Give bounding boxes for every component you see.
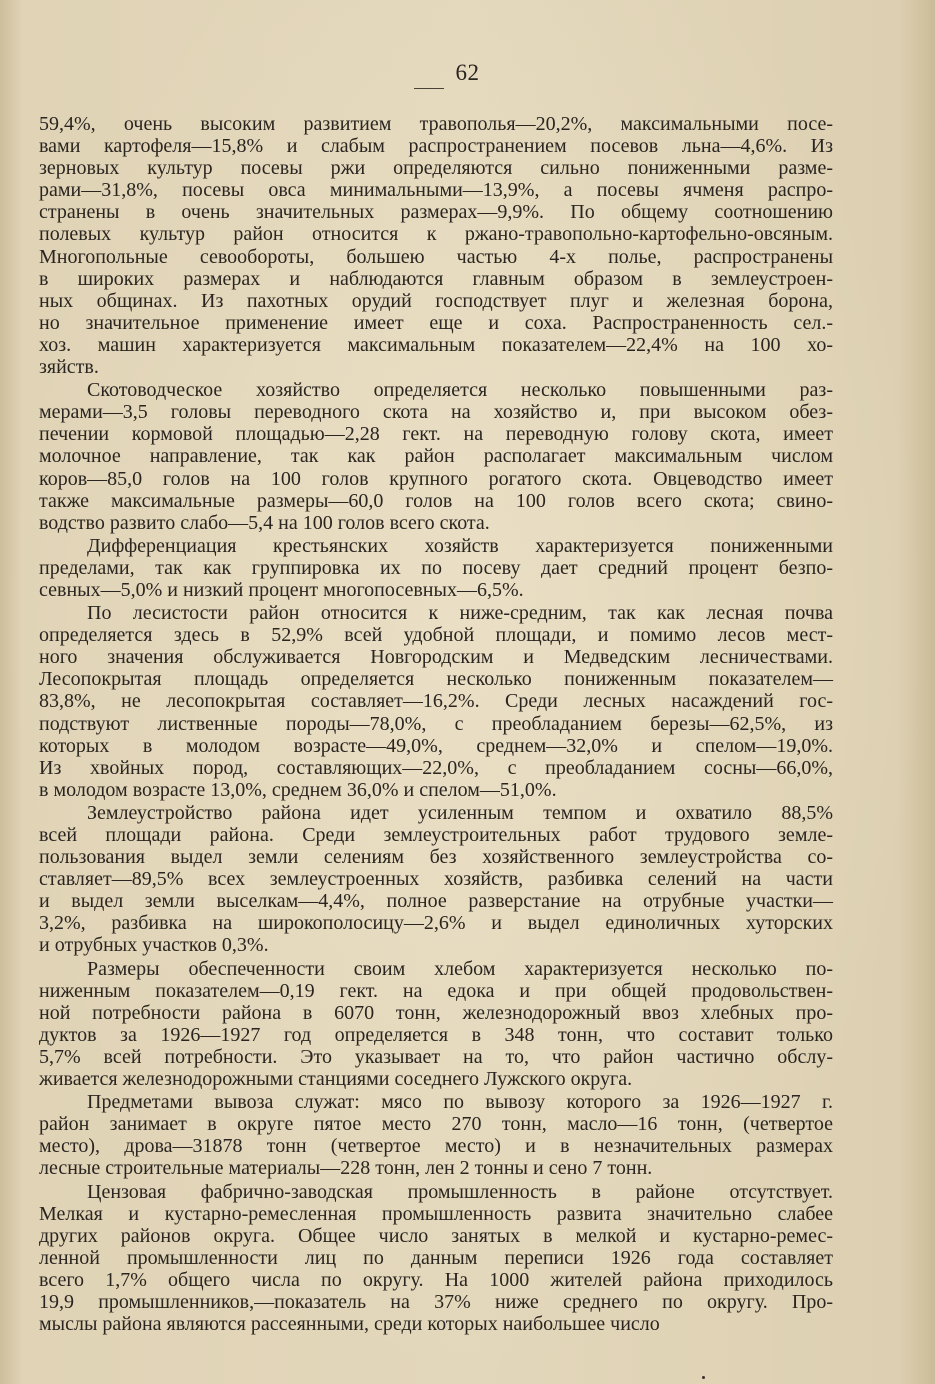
paragraph-crops	[39, 113, 833, 378]
text-line: 3,2%, разбивка на широкополосицу—2,6% и выдел единоличных хуторских	[39, 912, 833, 935]
text-line: севных—5,0% и низкий процент многопосевных—6,5%.	[39, 578, 524, 601]
text-line: и выдел земли выселкам—4,4%, полное разверстание на отрубные участки—	[39, 890, 833, 913]
paragraph-industry	[39, 1181, 833, 1336]
page-number-underline	[414, 88, 444, 89]
text-line: дуктов за 1926—1927 год определяется в 348 тонн, что составит только	[39, 1023, 833, 1046]
text-line: которых в молодом возрасте—49,0%, среднем—32,0% и спелом—19,0%.	[39, 734, 833, 757]
paragraph-land-management	[39, 802, 833, 957]
text-line: также максимальные размеры—60,0 голов на 100 голов всего скота; свино-	[39, 489, 833, 512]
text-line: живается железнодорожными станциями соседнего Лужского округа.	[39, 1068, 633, 1091]
text-line: Многопольные севообороты, большею частью 4-х полье, распространены	[39, 245, 833, 268]
text-line: ных общинах. Из пахотных орудий господствует плуг и железная борона,	[39, 289, 833, 312]
text-line: ной потребности района в 6070 тонн, железнодорожный ввоз хлебных про-	[39, 1001, 833, 1024]
text-line: Размеры обеспеченности своим хлебом характеризуется несколько по-	[87, 957, 833, 980]
text-line: печении кормовой площадью—2,28 гект. на переводную голову скота, имеет	[39, 423, 833, 446]
text-line: район занимает в округе пятое место 270 тонн, масло—16 тонн, (четвертое	[39, 1113, 833, 1136]
text-line: хоз. машин характеризуется максимальным показателем—22,4% на 100 хо-	[39, 333, 833, 356]
text-line: рами—31,8%, посевы овса минимальными—13,9%, а посевы ячменя распро-	[39, 179, 833, 202]
scan-speck	[702, 1376, 705, 1379]
text-line: По лесистости район относится к ниже-средним, так как лесная почва	[87, 602, 833, 625]
text-line: место), дрова—31878 тонн (четвертое место) и в незначительных размерах	[39, 1135, 833, 1158]
text-line: мерами—3,5 головы переводного скота на хозяйство и, при высоком обез-	[39, 401, 833, 424]
text-line: Мелкая и кустарно-ремесленная промышленность развита значительно слабее	[39, 1202, 833, 1225]
text-line: коров—85,0 голов на 100 голов крупного рогатого скота. Овцеводство имеет	[39, 467, 833, 490]
text-line: Дифференциация крестьянских хозяйств характеризуется пониженными	[87, 534, 833, 557]
text-line: Цензовая фабрично-заводская промышленность в районе отсутствует.	[87, 1180, 833, 1203]
text-line: странены в очень значительных размерах—9,9%. По общему соотношению	[39, 201, 833, 224]
paragraph-differentiation	[39, 535, 833, 601]
page-number: 62	[455, 60, 480, 85]
text-line: всей площади района. Среди землеустроительных работ трудового земле-	[39, 824, 833, 846]
text-line: Скотоводческое хозяйство определяется несколько повышенными раз-	[87, 379, 833, 402]
paragraph-livestock	[39, 379, 833, 534]
text-line: ставляет—89,5% всех землеустроенных хозяйств, разбивка селений на части	[39, 868, 833, 891]
text-line: водство развито слабо—5,4 на 100 голов всего скота.	[39, 511, 490, 534]
text-line: Из хвойных пород, составляющих—22,0%, с преобладанием сосны—66,0%,	[39, 756, 833, 779]
text-line: но значительное применение имеет еще и соха. Распространенность сел.-	[39, 311, 833, 334]
body-text	[39, 113, 833, 1335]
text-line: и отрубных участков 0,3%.	[39, 934, 269, 957]
text-line: в широких размерах и наблюдаются главным образом в землеустроен-	[39, 267, 833, 290]
text-line: лесные строительные материалы—228 тонн, лен 2 тонны и сено 7 тонн.	[39, 1157, 653, 1180]
text-line: мыслы района являются рассеянными, среди которых наибольшее число	[39, 1313, 660, 1336]
text-line: 59,4%, очень высоким развитием травополья—20,2%, максимальными посе-	[39, 113, 833, 135]
text-line: 19,9 промышленников,—показатель на 37% ниже среднего по округу. Про-	[39, 1290, 833, 1313]
text-line: подствуют лиственные породы—78,0%, с преобладанием березы—62,5%, из	[39, 712, 833, 735]
text-line: зерновых культур посевы ржи определяются сильно пониженными разме-	[39, 157, 833, 180]
text-line: определяется здесь в 52,9% всей удобной площади, и помимо лесов мест-	[39, 624, 833, 647]
text-line: всего 1,7% общего числа по округу. На 1000 жителей района приходилось	[39, 1268, 833, 1291]
text-line: ленной промышленности лиц по данным переписи 1926 года составляет	[39, 1246, 833, 1269]
text-line: Предметами вывоза служат: мясо по вывозу которого за 1926—1927 г.	[87, 1091, 833, 1114]
text-line: пределами, так как группировка их по посеву дает средний процент безпо-	[39, 556, 833, 579]
text-line: Землеустройство района идет усиленным темпом и охватило 88,5%	[87, 801, 833, 824]
paragraph-forestry	[39, 602, 833, 801]
text-line: в молодом возрасте 13,0%, среднем 36,0% и спелом—51,0%.	[39, 778, 557, 801]
text-line: других районов округа. Общее число занятых в мелкой и кустарно-ремес-	[39, 1224, 833, 1247]
text-line: 5,7% всей потребности. Это указывает на то, что район частично обслу-	[39, 1045, 833, 1068]
text-line: полевых культур район относится к ржано-травопольно-картофельно-овсяным.	[39, 223, 833, 246]
text-line: пользования выдел земли селениям без хозяйственного землеустройства со-	[39, 846, 833, 869]
text-line: молочное направление, так как район располагает максимальным числом	[39, 445, 833, 468]
text-line: Лесопокрытая площадь определяется несколько пониженным показателем—	[39, 668, 833, 691]
paragraph-exports	[39, 1091, 833, 1179]
text-line: ниженным показателем—0,19 гект. на едока и при общей продовольствен-	[39, 979, 833, 1002]
text-line: зяйств.	[39, 356, 99, 379]
text-line: вами картофеля—15,8% и слабым распространением посевов льна—4,6%. Из	[39, 135, 833, 158]
text-line: 83,8%, не лесопокрытая составляет—16,2%. Среди лесных насаждений гос-	[39, 690, 833, 713]
text-line: ного значения обслуживается Новгородским и Медведским лесничествами.	[39, 646, 833, 669]
paragraph-grain-supply	[39, 958, 833, 1091]
